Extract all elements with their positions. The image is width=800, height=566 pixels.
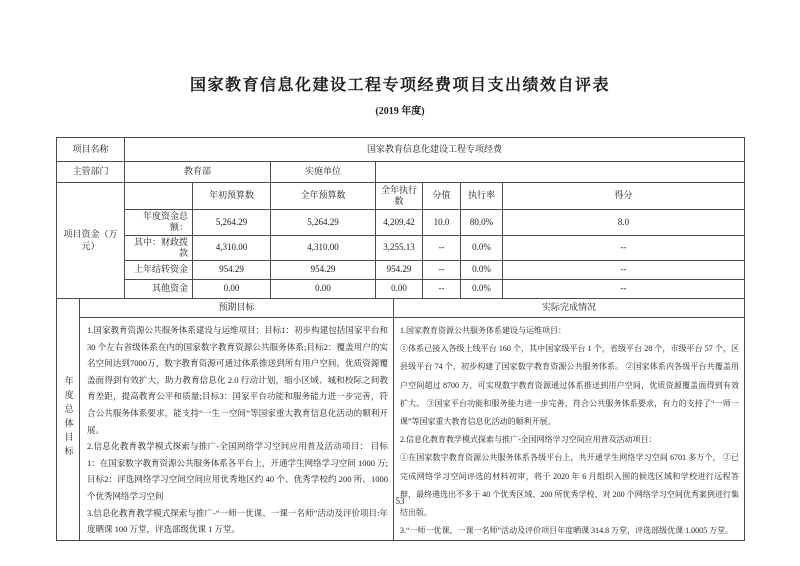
table-header-row: [57, 183, 745, 210]
cell-value: --: [423, 235, 461, 261]
dept-value: 教育部: [125, 162, 271, 183]
cell-value: 954.29: [271, 261, 376, 280]
col-header-executed: 全年执行数: [376, 183, 423, 210]
table-row: [57, 138, 745, 162]
col-header-execution-rate: 执行率: [461, 183, 503, 210]
cell-value: 5,264.29: [193, 210, 271, 236]
cell-value: 0.00: [376, 280, 423, 299]
col-header-points: 分值: [423, 183, 461, 210]
evaluation-table: [56, 137, 746, 541]
row-label-fiscal: 其中：财政拨款: [125, 235, 193, 261]
dept-label: 主管部门: [57, 162, 125, 183]
cell-value: 10.0: [423, 210, 461, 236]
actual-paragraph: 1.国家教育资源公共服务体系建设与运维项目：: [400, 326, 566, 335]
table-row: [57, 318, 745, 541]
cell-value: 4,310.00: [271, 235, 376, 261]
row-label-total: 年度资金总额：: [125, 210, 193, 236]
page-number: 53: [395, 496, 405, 506]
cell-value: 4,209.42: [376, 210, 423, 236]
annual-goal-header-text: 年度总体目标: [63, 376, 74, 461]
project-name-value: 国家教育信息化建设工程专项经费: [125, 138, 745, 162]
cell-value: 8.0: [503, 210, 745, 236]
page-subtitle: (2019 年度): [375, 106, 425, 117]
row-label-other: 其他资金: [125, 280, 193, 299]
table-row: [57, 261, 745, 280]
actual-paragraph: ①在国家数字教育资源公共服务体系各级平台上，共开通学生网络学习空间 6701 多万个， ②已完成网络学习空间评选的材料初审，将于 2020 年 6 月组织入围的候选区域和学校进行远程答辩，最终遴选出不多于 40 个优秀区域、200 所优秀学校、对 200 个网络学习空间优秀案例进行集结出版。: [400, 453, 739, 518]
cell-value: 954.29: [376, 261, 423, 280]
actual-completion-text: [394, 318, 745, 541]
cell-value: --: [503, 261, 745, 280]
table-row: [57, 162, 745, 183]
table-row: [57, 235, 745, 261]
actual-completion-header: 实际完成情况: [394, 299, 745, 318]
expected-paragraph: 1.国家教育资源公共服务体系建设与运维项目：目标1：初步构建包括国家平台和 30 个左右省级体系在内的国家数字教育资源公共服务体系;目标2：覆盖用户的实名空间达到7000万，数字教育资源可通过体系推送到所有用户空间，优质资源覆盖面得到有效扩大，助力教育信息化 2.0 行动计划，缩小区域、城和校际之间教育差距，提高教育公平和质量;目标3：国家平台功能和服务能力进一步完善，符合公共服务体系要求，能支持“一生一空间”等国家重大教育信息化活动的顺利开展。: [87, 325, 388, 435]
cell-value: --: [423, 261, 461, 280]
col-header-initial-budget: 年初预算数: [193, 183, 271, 210]
cell-value: 5,264.29: [271, 210, 376, 236]
row-label-carryover: 上年结转资金: [125, 261, 193, 280]
expected-goal-text: [80, 318, 394, 541]
cell-value: 0.0%: [461, 235, 503, 261]
impl-unit-label: 实施单位: [271, 162, 376, 183]
col-header-annual-budget: 全年预算数: [271, 183, 376, 210]
impl-unit-value: [376, 162, 745, 183]
actual-paragraph: 2.信息化教育教学模式探索与推广-全国网络学习空间应用普及活动项目：: [400, 435, 657, 445]
cell-value: 4,310.00: [193, 235, 271, 261]
cell-value: 0.00: [193, 280, 271, 299]
cell-value: --: [503, 280, 745, 299]
table-row: [57, 280, 745, 299]
expected-goal-header: 预期目标: [80, 299, 394, 318]
page-title: 国家教育信息化建设工程专项经费项目支出绩效自评表: [189, 77, 610, 94]
cell-value: 0.00: [271, 280, 376, 299]
cell-value: 954.29: [193, 261, 271, 280]
cell-value: --: [423, 280, 461, 299]
actual-paragraph: ①体系已接入各级上线平台 160 个，其中国家级平台 1 个，省级平台 28 个，市级平台 57 个，区县级平台 74 个，初步构建了国家数字教育资源公共服务体系。 ②国家体系内各级平台共覆盖用户空间超过 8700 万，可实现数字教育资源通过体系推送到用户空间，优质资源覆盖面得到有效扩大。 ③国家平台功能和服务能力进一步完善，符合公共服务体系要求，有力的支持了“一师一课”等国家重大教育信息化活动的顺利开展。: [400, 344, 739, 427]
cell-value: 0.0%: [461, 280, 503, 299]
expected-paragraph: 2.信息化教育教学模式探索与推广-全国网络学习空间应用普及活动项目： 目标1：在国家数字教育资源公共服务体系各平台上，开通学生网络学习空间 1000 万;目标2：评选网络学习空间空间应用优秀地区约 40 个、优秀学校约 200 所、1000 个优秀网络学习空间: [87, 441, 388, 501]
cell-value: 0.0%: [461, 261, 503, 280]
col-header-score: 得分: [503, 183, 745, 210]
actual-paragraph: 3.“一师一优课、一课一名师”活动及评价项目年度晒课 314.8 万堂，评选部级优课 1.0005 万堂。: [400, 526, 734, 536]
expected-paragraph: 3.信息化教育教学模式探索与推广-“一师一优课、一课一名师”活动及评价项目:年度晒课 100 万堂，评选部级优课 1 万堂。: [87, 507, 388, 535]
empty-cell: [125, 183, 193, 210]
funds-label: 项目资金（万元）: [57, 183, 125, 299]
cell-value: --: [503, 235, 745, 261]
table-row: [57, 210, 745, 236]
cell-value: 80.0%: [461, 210, 503, 236]
project-name-label: 项目名称: [57, 138, 125, 162]
fund-summary-table: [56, 137, 745, 299]
cell-value: 3,255.13: [376, 235, 423, 261]
table-header-row: [57, 299, 745, 318]
